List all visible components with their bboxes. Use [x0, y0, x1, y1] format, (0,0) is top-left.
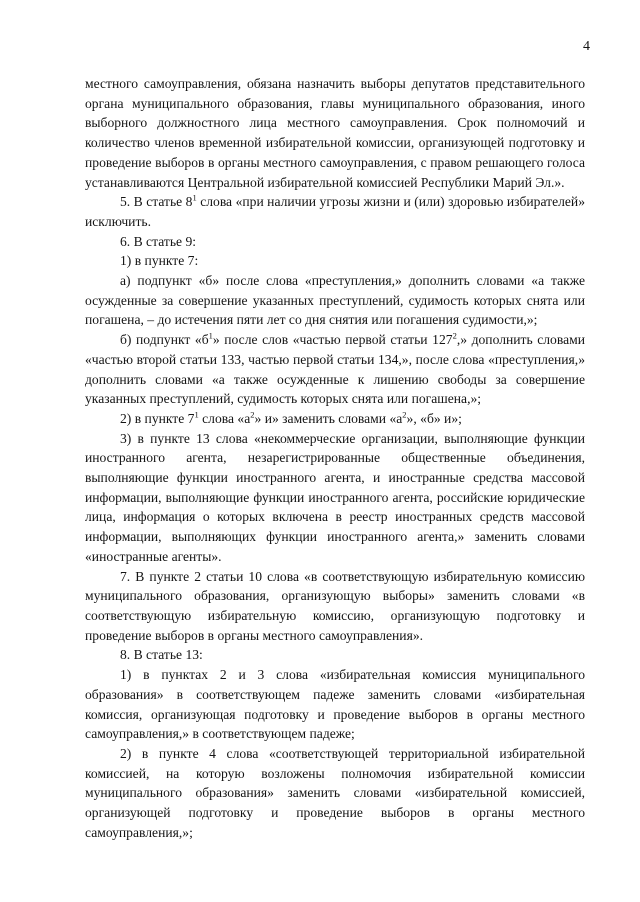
superscript: 1 — [194, 409, 199, 420]
superscript: 1 — [208, 330, 213, 341]
paragraph — [85, 74, 585, 192]
paragraph-text: б) подпункт «б — [120, 332, 209, 348]
paragraph-text: местного самоуправления, обязана назначить выборы депутатов представительного органа муниципального образования, главы муниципального образования, иного выборного должностного лица местного самоуправления. Срок полномочий и количество членов временной избирательной комиссии, организующей подготовку и проведение выборов в органы местного самоуправления, с правом решающего голоса устанавливаются Центральной избирательной комиссией Республики Марий Эл.». — [85, 76, 585, 190]
paragraph — [85, 665, 585, 744]
paragraph — [85, 192, 585, 231]
paragraph-text: ,» дополнить словами «частью второй статьи 133, частью первой статьи 134,», после слова «преступления,» дополнить словами «а также осужденные к лишению свободы за совершение указанных преступлений, судимость которых снята или погашена,»; — [85, 332, 586, 407]
paragraph-text: слова «а — [198, 410, 251, 426]
paragraph — [85, 251, 585, 271]
paragraph-text: 5. В статье 8 — [120, 194, 193, 210]
paragraph-text: 2) в пункте 7 — [120, 410, 195, 426]
paragraph — [85, 429, 585, 567]
paragraph — [85, 409, 585, 429]
paragraph — [85, 232, 585, 252]
paragraph — [85, 645, 585, 665]
superscript: 2 — [250, 409, 255, 420]
document-body — [85, 74, 585, 842]
paragraph-text: 7. В пункте 2 статьи 10 слова «в соответствующую избирательную комиссию муниципального образования, организующую выборы» заменить словами «в соответствующую избирательную комиссию, организующую подготовку и проведение выборов в органы местного самоуправления». — [85, 568, 585, 643]
paragraph-text: 1) в пункте 7: — [120, 253, 199, 269]
paragraph-text: », «б» и»; — [406, 410, 462, 426]
paragraph-text: 3) в пункте 13 слова «некоммерческие организации, выполняющие функции иностранного агента, незарегистрированные общественные объединения, выполняющие функции иностранного агента, и иностранные средства массовой информации, выполняющие функции иностранного агента, российские юридические лица, информация о которых включена в реестр иностранных средств массовой информации, выполняющих функции иностранного агента,» заменить словами «иностранные агенты». — [85, 430, 585, 564]
superscript: 2 — [402, 409, 407, 420]
paragraph — [85, 567, 585, 646]
superscript: 2 — [452, 330, 457, 341]
paragraph-text: 2) в пункте 4 слова «соответствующей территориальной избирательной комиссией, на которую возложены полномочия избирательной комиссии муниципального образования» заменить словами «избирательной комиссией, организующей подготовку и проведение выборов в органы местного самоуправления,»; — [85, 745, 585, 840]
paragraph — [85, 744, 585, 843]
paragraph-text: слова «при наличии угрозы жизни и (или) здоровью избирателей» исключить. — [85, 194, 586, 229]
paragraph-text: 6. В статье 9: — [120, 233, 197, 249]
paragraph-text: а) подпункт «б» после слова «преступления,» дополнить словами «а также осужденные за совершение указанных преступлений, судимость которых снята или погашена, – до истечения пяти лет со дня снятия или погашения судимости,»; — [85, 273, 585, 328]
paragraph-text: » и» заменить словами «а — [254, 410, 403, 426]
paragraph-text: 1) в пунктах 2 и 3 слова «избирательная комиссия муниципального образования» в соответствующем падеже заменить словами «избирательная комиссия, организующая подготовку и проведение выборов в органы местного самоуправления,» в соответствующем падеже; — [85, 667, 585, 742]
paragraph — [85, 330, 585, 409]
paragraph — [85, 271, 585, 330]
superscript: 1 — [192, 192, 197, 203]
paragraph-text: 8. В статье 13: — [120, 647, 203, 663]
paragraph-text: » после слов «частью первой статьи 127 — [212, 332, 453, 348]
page-number: 4 — [583, 39, 590, 54]
